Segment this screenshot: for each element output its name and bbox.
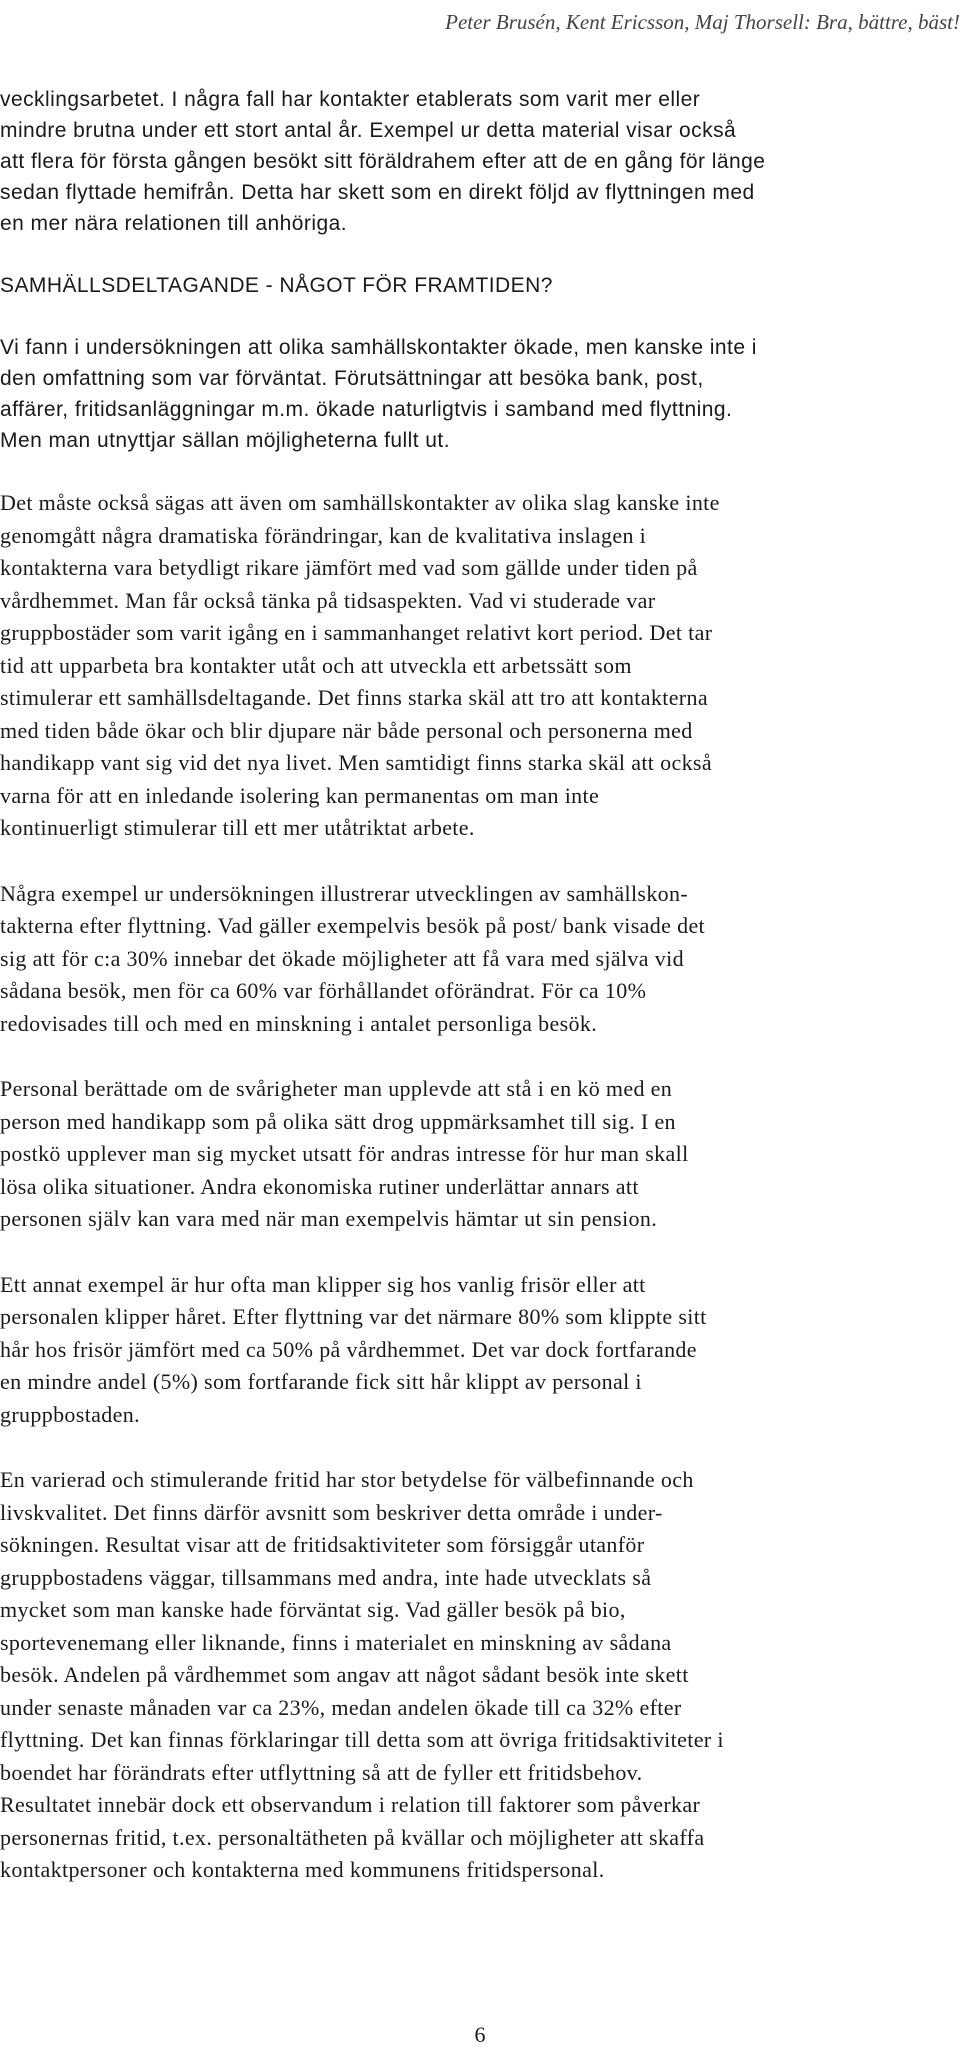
text-line: att flera för första gången besökt sitt föräldrahem efter att de en gång för länge	[0, 150, 766, 173]
text-line: kontakterna vara betydligt rikare jämfört med vad som gällde under tiden på	[0, 555, 698, 580]
text-line: stimulerar ett samhällsdeltagande. Det finns starka skäl att tro att kontakterna	[0, 685, 708, 710]
text-line: redovisades till och med en minskning i antalet personliga besök.	[0, 1010, 598, 1036]
page-number: 6	[474, 2022, 486, 2047]
text-line: Men man utnyttjar sällan möjligheterna fullt ut.	[0, 429, 450, 452]
running-header-title: Peter Brusén, Kent Ericsson, Maj Thorsell: Bra, bättre, bäst!	[445, 10, 960, 34]
paragraph-intro-continuation	[0, 84, 958, 239]
paragraph-hairdresser-example	[0, 1269, 958, 1432]
text-line: gruppbostäder som varit igång en i sammanhanget relativt kort period. Det tar	[0, 620, 713, 645]
text-line: med tiden både ökar och blir djupare när både personal och personerna med	[0, 717, 693, 743]
text-line: mycket som man kanske hade förväntat sig. Vad gäller besök på bio,	[0, 1597, 626, 1622]
text-line: en mindre andel (5%) som fortfarande fick sitt hår klippt av personal i	[0, 1369, 642, 1394]
text-line: Personal berättade om de svårigheter man upplevde att stå i en kö med en	[0, 1076, 673, 1101]
text-line: kontinuerligt stimulerar till ett mer utåtriktat arbete.	[0, 815, 475, 840]
text-line: Ett annat exempel är hur ofta man klipper sig hos vanlig frisör eller att	[0, 1271, 646, 1297]
text-line: sig att för c:a 30% innebar det ökade möjligheter att få vara med själva vid	[0, 945, 684, 971]
text-line: postkö upplever man sig mycket utsatt för andras intresse för hur man skall	[0, 1141, 689, 1166]
paragraph-community-contacts	[0, 332, 958, 456]
text-line: hår hos frisör jämfört med ca 50% på vårdhemmet. Det var dock fortfarande	[0, 1336, 697, 1362]
text-line: sedan flyttade hemifrån. Detta har skett som en direkt följd av flyttningen med	[0, 181, 755, 204]
text-line: personalen klipper håret. Efter flyttning var det närmare 80% som klippte sitt	[0, 1304, 707, 1329]
text-line: Några exempel ur undersökningen illustrerar utvecklingen av samhällskon-	[0, 880, 689, 906]
text-line: person med handikapp som på olika sätt drog uppmärksamhet till sig. I en	[0, 1108, 676, 1134]
text-line: en mer nära relationen till anhöriga.	[0, 212, 348, 235]
text-line: besök. Andelen på vårdhemmet som angav att något sådant besök inte skett	[0, 1662, 689, 1687]
text-line: vårdhemmet. Man får också tänka på tidsaspekten. Vad vi studerade var	[0, 587, 656, 613]
text-line: kontaktpersoner och kontakterna med kommunens fritidspersonal.	[0, 1857, 605, 1882]
text-line: flyttning. Det kan finnas förklaringar till detta som att övriga fritidsaktiviteter i	[0, 1727, 724, 1752]
text-line: boendet har förändrats efter utflyttning så att de fyller ett fritidsbehov.	[0, 1759, 643, 1785]
text-line: gruppbostaden.	[0, 1401, 140, 1427]
paragraph-qualitative-aspects	[0, 487, 958, 845]
text-line: mindre brutna under ett stort antal år. Exempel ur detta material visar också	[0, 119, 737, 142]
text-line: under senaste månaden var ca 23%, medan andelen ökade till ca 32% efter	[0, 1694, 682, 1720]
text-line: vecklingsarbetet. I några fall har kontakter etablerats som varit mer eller	[0, 88, 701, 111]
text-line: takterna efter flyttning. Vad gäller exempelvis besök på post/ bank visade det	[0, 913, 706, 938]
text-line: personen själv kan vara med när man exempelvis hämtar ut sin pension.	[0, 1206, 658, 1231]
text-line: sökningen. Resultat visar att de fritidsaktiviteter som försiggår utanför	[0, 1532, 645, 1557]
text-line: varna för att en inledande isolering kan permanentas om man inte	[0, 782, 600, 808]
text-line: handikapp vant sig vid det nya livet. Men samtidigt finns starka skäl att också	[0, 750, 712, 775]
text-line: personernas fritid, t.ex. personaltätheten på kvällar och möjligheter att skaffa	[0, 1824, 705, 1850]
text-line: Det måste också sägas att även om samhällskontakter av olika slag kanske inte	[0, 490, 720, 515]
text-line: Resultatet innebär dock ett observandum i relation till faktorer som påverkar	[0, 1792, 701, 1817]
section-heading: SAMHÄLLSDELTAGANDE - NÅGOT FÖR FRAMTIDEN?	[0, 274, 553, 297]
paragraph-post-bank-examples	[0, 878, 958, 1041]
page-body	[0, 84, 958, 1887]
text-line: gruppbostadens väggar, tillsammans med andra, inte hade utvecklats så	[0, 1564, 652, 1590]
paragraph-leisure	[0, 1464, 958, 1887]
text-line: sådana besök, men för ca 60% var förhållandet oförändrat. För ca 10%	[0, 978, 647, 1003]
text-line: livskvalitet. Det finns därför avsnitt som beskriver detta område i under-	[0, 1499, 663, 1525]
paragraph-queue-difficulties	[0, 1073, 958, 1236]
text-line: tid att upparbeta bra kontakter utåt och att utveckla ett arbetssätt som	[0, 652, 632, 678]
text-line: Vi fann i undersökningen att olika samhällskontakter ökade, men kanske inte i	[0, 336, 757, 359]
text-line: En varierad och stimulerande fritid har stor betydelse för välbefinnande och	[0, 1467, 694, 1492]
text-line: genomgått några dramatiska förändringar, kan de kvalitativa inslagen i	[0, 522, 647, 548]
text-line: den omfattning som var förväntat. Förutsättningar att besöka bank, post,	[0, 367, 704, 390]
text-line: lösa olika situationer. Andra ekonomiska rutiner underlättar annars att	[0, 1173, 639, 1199]
text-line: affärer, fritidsanläggningar m.m. ökade naturligtvis i samband med flyttning.	[0, 398, 733, 421]
text-line: sportevenemang eller liknande, finns i materialet en minskning av sådana	[0, 1629, 672, 1655]
